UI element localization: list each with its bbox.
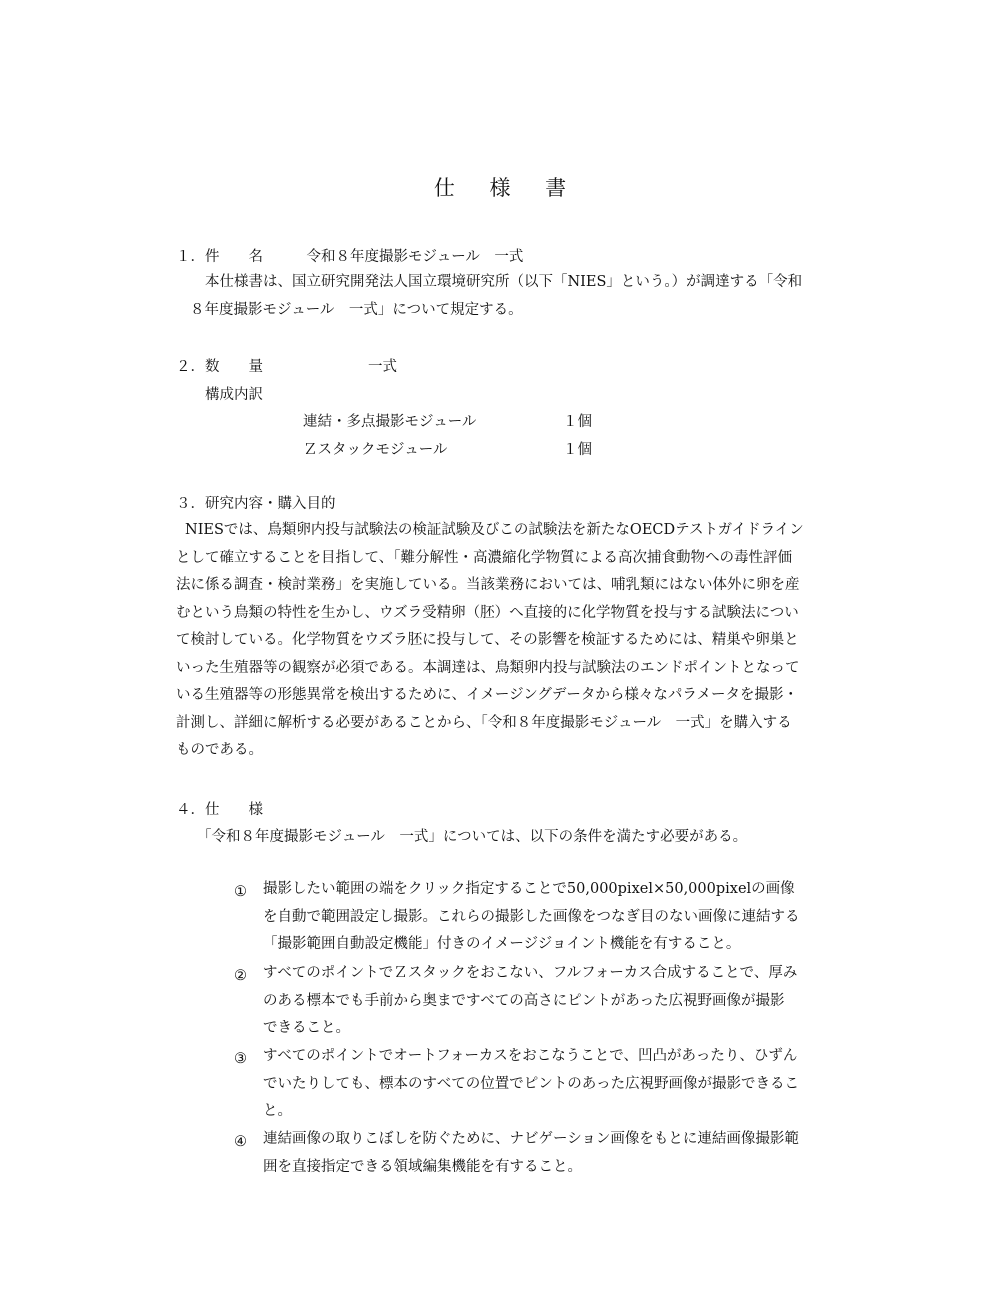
- spec-item-2: [263, 960, 797, 1043]
- spec-item-line: でいたりしても、標本のすべての位置でピントのあった広視野画像が撮影できるこ: [263, 1075, 800, 1092]
- spec-item-line: できること。: [263, 1020, 350, 1036]
- section-3-line: ものである。: [176, 742, 263, 758]
- section-2-label: ２．数 量: [176, 359, 263, 375]
- spec-item-line: と。: [263, 1103, 292, 1119]
- section-3-line: NIESでは、鳥類卵内投与試験法の検証試験及びこの試験法を新たなOECDテストガイドライン: [185, 522, 804, 538]
- section-2-value: 一式: [368, 359, 397, 375]
- section-1-line: ８年度撮影モジュール 一式」について規定する。: [190, 301, 523, 318]
- section-3-body: [176, 517, 804, 765]
- section-3-line: いる生殖器等の形態異常を検出するために、イメージングデータから様々なパラメータを撮影・: [176, 687, 798, 703]
- section-3-line: 法に係る調査・検討業務」を実施している。当該業務においては、哺乳類にはない体外に卵を産: [176, 577, 800, 593]
- breakdown-item-name: 連結・多点撮影モジュール: [303, 414, 477, 430]
- spec-item-line: 「撮影範囲自動設定機能」付きのイメージジョイント機能を有すること。: [263, 936, 741, 952]
- spec-item-line: すべてのポイントでＺスタックをおこない、フルフォーカス合成することで、厚み: [263, 965, 798, 981]
- breakdown-item-qty: １個: [563, 442, 592, 458]
- breakdown-label: 構成内訳: [205, 387, 263, 403]
- section-4-heading: ４．仕 様: [176, 802, 263, 818]
- section-1-body: [176, 269, 802, 324]
- section-3-line: むという鳥類の特性を生かし、ウズラ受精卵（胚）へ直接的に化学物質を投与する試験法につい: [176, 604, 799, 621]
- page-title: 仕 様 書: [433, 176, 581, 200]
- section-1-heading: １．件 名 令和８年度撮影モジュール 一式: [176, 249, 524, 265]
- section-3-line: 計測し、詳細に解析する必要があることから、「令和８年度撮影モジュール 一式」を購入する: [176, 714, 792, 731]
- section-1-line: 本仕様書は、国立研究開発法人国立環境研究所（以下「NIES」という。）が調達する「令和: [205, 274, 803, 290]
- spec-item-line: 連結画像の取りこぼしを防ぐために、ナビゲーション画像をもとに連結画像撮影範: [263, 1131, 799, 1147]
- spec-item-3: [263, 1043, 799, 1126]
- spec-item-line: を自動で範囲設定し撮影。これらの撮影した画像をつなぎ目のない画像に連結する: [263, 908, 800, 925]
- section-3-heading: ３．研究内容・購入目的: [176, 496, 336, 512]
- section-3-line: いった生殖器等の観察が必須である。本調達は、鳥類卵内投与試験法のエンドポイントとなって: [176, 659, 800, 676]
- section-3-line: として確立することを目指して、「難分解性・高濃縮化学物質による高次捕食動物への毒性評価: [176, 549, 792, 566]
- spec-item-marker: ②: [234, 968, 247, 984]
- spec-item-1: [263, 876, 800, 959]
- spec-item-line: のある標本でも手前から奥まですべての高さにピントがあった広視野画像が撮影: [263, 992, 785, 1009]
- section-4-intro: 「令和８年度撮影モジュール 一式」については、以下の条件を満たす必要がある。: [197, 829, 748, 845]
- breakdown-item-name: Ｚスタックモジュール: [303, 442, 448, 458]
- breakdown-item-qty: １個: [563, 414, 592, 430]
- spec-item-marker: ①: [234, 884, 247, 900]
- spec-item-4: [263, 1126, 799, 1181]
- spec-item-line: すべてのポイントでオートフォーカスをおこなうことで、凹凸があったり、ひずん: [263, 1048, 798, 1064]
- spec-item-marker: ③: [234, 1051, 247, 1067]
- spec-item-line: 囲を直接指定できる領域編集機能を有すること。: [263, 1158, 582, 1175]
- section-3-line: て検討している。化学物質をウズラ胚に投与して、その影響を検証するためには、精巣や卵巣と: [176, 632, 799, 648]
- spec-item-line: 撮影したい範囲の端をクリック指定することで50,000pixel×50,000pixelの画像: [263, 881, 795, 897]
- spec-item-marker: ④: [234, 1134, 247, 1150]
